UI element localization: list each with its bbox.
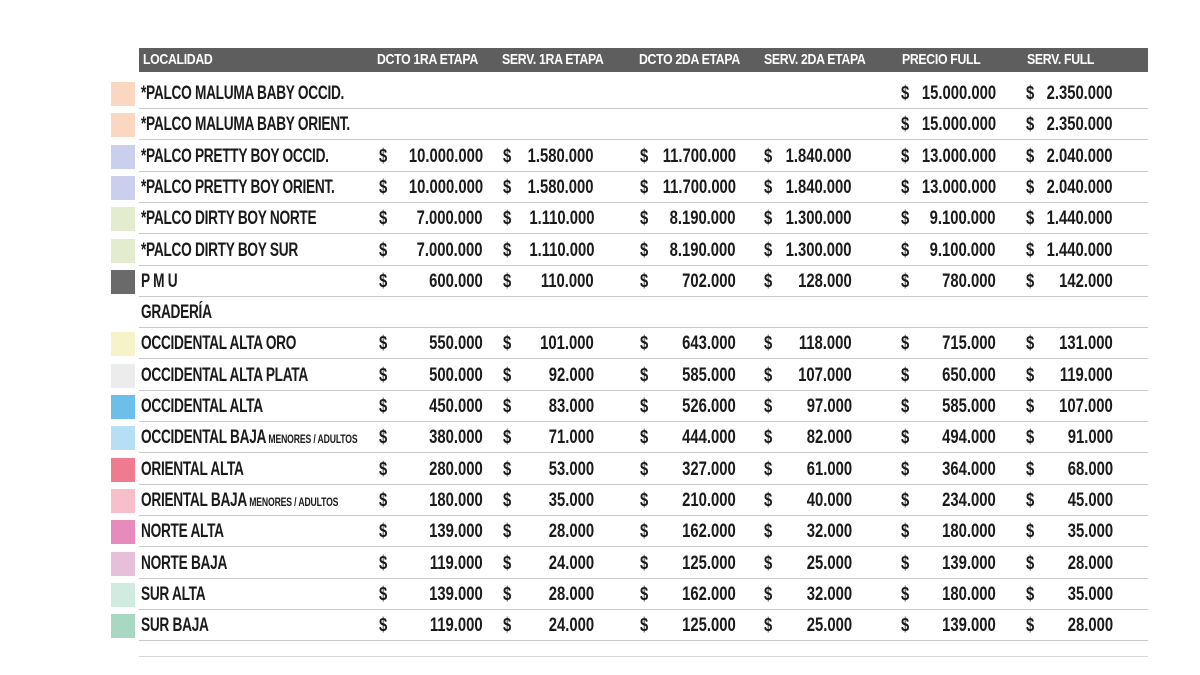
currency-symbol: $ (503, 552, 512, 574)
currency-symbol: $ (901, 583, 910, 605)
price-cell: 280.000 (429, 458, 483, 480)
price-cell: 139.000 (429, 521, 483, 543)
row-color-swatch (111, 426, 135, 450)
price-cell: 119.000 (430, 615, 483, 637)
header-dcto-2da-etapa: DCTO 2DA ETAPA (639, 51, 740, 68)
price-cell: 2.040.000 (1047, 145, 1113, 167)
currency-symbol: $ (503, 239, 512, 261)
row-color-swatch (111, 552, 135, 576)
price-cell: 68.000 (1067, 458, 1113, 480)
row-localidad-name (141, 300, 212, 326)
row-localidad-label: OCCIDENTAL ALTA ORO (141, 333, 297, 355)
currency-symbol: $ (764, 239, 773, 261)
currency-symbol: $ (379, 489, 388, 511)
row-localidad-name (141, 81, 344, 107)
currency-symbol: $ (901, 364, 910, 386)
currency-symbol: $ (764, 364, 773, 386)
currency-symbol: $ (379, 396, 388, 417)
currency-symbol: $ (640, 333, 649, 355)
price-cell: 97.000 (806, 396, 852, 417)
price-cell: 139.000 (429, 583, 483, 605)
price-cell: 327.000 (682, 458, 736, 480)
table-row (111, 203, 1148, 234)
table-row (111, 141, 1148, 172)
table-row (111, 78, 1148, 109)
price-cell: 1.110.000 (528, 208, 594, 230)
row-localidad-label: SUR ALTA (141, 583, 206, 605)
price-cell: 180.000 (942, 583, 996, 605)
row-localidad-name (141, 551, 227, 577)
row-localidad-label: OCCIDENTAL BAJA (141, 427, 267, 449)
row-color-swatch (111, 176, 135, 200)
currency-symbol: $ (1026, 364, 1035, 386)
price-cell: 24.000 (548, 615, 594, 637)
row-color-swatch (111, 520, 135, 544)
currency-symbol: $ (640, 583, 649, 605)
currency-symbol: $ (379, 583, 388, 605)
table-row (111, 579, 1148, 610)
currency-symbol: $ (640, 145, 649, 167)
currency-symbol: $ (503, 583, 512, 605)
price-cell: 15.000.000 (921, 83, 996, 104)
price-cell: 125.000 (682, 615, 736, 637)
currency-symbol: $ (1026, 114, 1035, 136)
price-cell: 118.000 (799, 333, 852, 355)
row-localidad-name (141, 206, 316, 232)
row-color-swatch (111, 113, 135, 137)
header-serv-2da-etapa: SERV. 2DA ETAPA (764, 51, 866, 68)
price-cell: 13.000.000 (921, 176, 996, 198)
price-cell: 32.000 (806, 583, 852, 605)
row-localidad-sublabel: MENORES / ADULTOS (246, 494, 339, 509)
currency-symbol: $ (640, 270, 649, 292)
price-cell: 24.000 (548, 552, 594, 574)
price-cell: 35.000 (1067, 521, 1113, 543)
table-bottom-rule (139, 656, 1148, 657)
price-cell: 45.000 (1067, 489, 1113, 511)
price-cell: 180.000 (429, 489, 483, 511)
currency-symbol: $ (764, 583, 773, 605)
currency-symbol: $ (379, 333, 388, 355)
row-color-swatch (111, 207, 135, 231)
currency-symbol: $ (503, 333, 512, 355)
currency-symbol: $ (764, 145, 773, 167)
currency-symbol: $ (503, 615, 512, 637)
price-cell: 28.000 (548, 521, 594, 543)
currency-symbol: $ (764, 333, 773, 355)
currency-symbol: $ (901, 396, 910, 417)
price-cell: 8.190.000 (670, 239, 736, 261)
currency-symbol: $ (640, 427, 649, 449)
currency-symbol: $ (503, 270, 512, 292)
row-localidad-name (141, 425, 357, 451)
price-cell: 61.000 (806, 458, 852, 480)
row-localidad-label: *PALCO MALUMA BABY OCCID. (141, 83, 345, 104)
price-cell: 82.000 (806, 427, 852, 449)
price-cell: 650.000 (942, 364, 996, 386)
price-cell: 2.350.000 (1047, 83, 1113, 104)
currency-symbol: $ (901, 145, 910, 167)
currency-symbol: $ (764, 521, 773, 543)
currency-symbol: $ (1026, 489, 1035, 511)
price-cell: 500.000 (429, 364, 483, 386)
currency-symbol: $ (379, 239, 388, 261)
price-cell: 1.580.000 (528, 176, 594, 198)
price-cell: 444.000 (682, 427, 736, 449)
price-cell: 53.000 (548, 458, 594, 480)
row-color-swatch (111, 614, 135, 638)
currency-symbol: $ (503, 364, 512, 386)
currency-symbol: $ (379, 427, 388, 449)
currency-symbol: $ (503, 396, 512, 417)
price-cell: 9.100.000 (930, 239, 996, 261)
currency-symbol: $ (640, 615, 649, 637)
currency-symbol: $ (901, 521, 910, 543)
currency-symbol: $ (1026, 176, 1035, 198)
currency-symbol: $ (379, 552, 388, 574)
row-localidad-name (141, 331, 296, 357)
currency-symbol: $ (379, 208, 388, 230)
price-cell: 35.000 (548, 489, 594, 511)
price-cell: 364.000 (942, 458, 996, 480)
row-localidad-label: *PALCO DIRTY BOY SUR (141, 239, 298, 261)
currency-symbol: $ (901, 83, 910, 104)
currency-symbol: $ (1026, 270, 1035, 292)
price-cell: 380.000 (429, 427, 483, 449)
price-cell: 83.000 (548, 396, 594, 417)
price-cell: 107.000 (1059, 396, 1113, 417)
row-localidad-name (141, 519, 224, 545)
price-cell: 585.000 (942, 396, 996, 417)
row-localidad-name (141, 582, 205, 608)
row-color-swatch (111, 583, 135, 607)
price-cell: 25.000 (806, 552, 852, 574)
currency-symbol: $ (379, 176, 388, 198)
table-row (111, 391, 1148, 422)
currency-symbol: $ (503, 521, 512, 543)
table-row (111, 172, 1148, 203)
price-cell: 71.000 (548, 427, 594, 449)
row-color-swatch (111, 489, 135, 513)
price-cell: 128.000 (798, 270, 852, 292)
price-cell: 526.000 (682, 396, 736, 417)
price-cell: 92.000 (548, 364, 594, 386)
price-cell: 28.000 (1067, 615, 1113, 637)
table-row (111, 109, 1148, 140)
price-cell: 119.000 (1060, 364, 1113, 386)
currency-symbol: $ (764, 176, 773, 198)
currency-symbol: $ (379, 615, 388, 637)
price-cell: 91.000 (1067, 427, 1113, 449)
price-cell: 494.000 (942, 427, 996, 449)
table-row (111, 548, 1148, 579)
table-row (111, 328, 1148, 359)
row-color-swatch (111, 364, 135, 388)
price-cell: 32.000 (806, 521, 852, 543)
row-localidad-name (141, 269, 177, 295)
price-cell: 25.000 (806, 615, 852, 637)
currency-symbol: $ (379, 458, 388, 480)
currency-symbol: $ (1026, 333, 1035, 355)
row-localidad-label: NORTE BAJA (141, 552, 228, 574)
price-cell: 40.000 (806, 489, 852, 511)
price-cell: 139.000 (942, 615, 996, 637)
row-color-swatch (111, 145, 135, 169)
row-localidad-name (141, 394, 263, 420)
table-row (111, 485, 1148, 516)
price-cell: 131.000 (1059, 333, 1113, 355)
price-cell: 1.300.000 (786, 239, 852, 261)
price-cell: 107.000 (798, 364, 852, 386)
table-row (111, 266, 1148, 297)
row-localidad-label: *PALCO PRETTY BOY OCCID. (141, 145, 329, 167)
price-cell: 1.440.000 (1047, 208, 1113, 230)
header-dcto-1ra-etapa: DCTO 1RA ETAPA (377, 51, 478, 68)
price-cell: 600.000 (429, 270, 483, 292)
currency-symbol: $ (503, 458, 512, 480)
price-cell: 9.100.000 (930, 208, 996, 230)
price-cell: 8.190.000 (670, 208, 736, 230)
price-cell: 780.000 (942, 270, 996, 292)
currency-symbol: $ (640, 458, 649, 480)
price-cell: 28.000 (548, 583, 594, 605)
table-row (111, 297, 1148, 328)
price-cell: 1.440.000 (1047, 239, 1113, 261)
currency-symbol: $ (379, 270, 388, 292)
currency-symbol: $ (1026, 145, 1035, 167)
currency-symbol: $ (1026, 396, 1035, 417)
row-localidad-label: ORIENTAL BAJA (141, 489, 247, 511)
price-cell: 101.000 (540, 333, 594, 355)
row-localidad-label: P M U (141, 270, 178, 292)
row-divider (139, 640, 1148, 641)
currency-symbol: $ (764, 427, 773, 449)
currency-symbol: $ (503, 208, 512, 230)
currency-symbol: $ (640, 364, 649, 386)
price-cell: 10.000.000 (408, 145, 483, 167)
currency-symbol: $ (503, 176, 512, 198)
price-cell: 1.580.000 (528, 145, 594, 167)
currency-symbol: $ (764, 615, 773, 637)
currency-symbol: $ (901, 208, 910, 230)
price-cell: 2.350.000 (1047, 114, 1113, 136)
row-localidad-label: *PALCO MALUMA BABY ORIENT. (141, 114, 350, 136)
row-localidad-label: *PALCO PRETTY BOY ORIENT. (141, 176, 335, 198)
currency-symbol: $ (379, 364, 388, 386)
currency-symbol: $ (764, 489, 773, 511)
currency-symbol: $ (901, 552, 910, 574)
price-cell: 142.000 (1059, 270, 1113, 292)
row-localidad-label: ORIENTAL ALTA (141, 458, 244, 480)
currency-symbol: $ (901, 333, 910, 355)
currency-symbol: $ (1026, 208, 1035, 230)
row-localidad-name (141, 488, 338, 514)
currency-symbol: $ (764, 208, 773, 230)
row-color-swatch (111, 458, 135, 482)
currency-symbol: $ (1026, 83, 1035, 104)
price-cell: 1.300.000 (786, 208, 852, 230)
currency-symbol: $ (379, 145, 388, 167)
row-localidad-name (141, 457, 244, 483)
currency-symbol: $ (640, 552, 649, 574)
row-localidad-label: NORTE ALTA (141, 521, 224, 543)
price-cell: 35.000 (1067, 583, 1113, 605)
currency-symbol: $ (640, 489, 649, 511)
header-precio-full: PRECIO FULL (902, 51, 981, 68)
currency-symbol: $ (901, 270, 910, 292)
currency-symbol: $ (901, 458, 910, 480)
price-cell: 585.000 (682, 364, 736, 386)
header-localidad: LOCALIDAD (143, 51, 213, 68)
price-cell: 1.840.000 (786, 176, 852, 198)
price-cell: 162.000 (682, 521, 736, 543)
price-cell: 110.000 (541, 270, 594, 292)
currency-symbol: $ (901, 176, 910, 198)
currency-symbol: $ (764, 552, 773, 574)
price-cell: 210.000 (682, 489, 736, 511)
currency-symbol: $ (640, 521, 649, 543)
row-localidad-name (141, 238, 298, 264)
price-cell: 550.000 (429, 333, 483, 355)
currency-symbol: $ (1026, 552, 1035, 574)
price-cell: 1.840.000 (786, 145, 852, 167)
row-localidad-label: OCCIDENTAL ALTA PLATA (141, 364, 308, 386)
price-cell: 234.000 (942, 489, 996, 511)
price-cell: 125.000 (682, 552, 736, 574)
currency-symbol: $ (764, 396, 773, 417)
price-cell: 7.000.000 (417, 208, 483, 230)
price-cell: 450.000 (429, 396, 483, 417)
row-localidad-label: GRADERÍA (141, 302, 212, 324)
table-row (111, 610, 1148, 641)
currency-symbol: $ (640, 208, 649, 230)
currency-symbol: $ (1026, 427, 1035, 449)
header-serv-1ra-etapa: SERV. 1RA ETAPA (502, 51, 604, 68)
currency-symbol: $ (901, 114, 910, 136)
row-localidad-sublabel: MENORES / ADULTOS (266, 432, 358, 447)
row-localidad-label: *PALCO DIRTY BOY NORTE (141, 208, 317, 230)
row-color-swatch (111, 239, 135, 263)
price-cell: 702.000 (682, 270, 736, 292)
table-row (111, 454, 1148, 485)
currency-symbol: $ (901, 615, 910, 637)
price-cell: 10.000.000 (408, 176, 483, 198)
currency-symbol: $ (901, 427, 910, 449)
header-serv-full: SERV. FULL (1027, 51, 1095, 68)
row-localidad-name (141, 112, 350, 138)
currency-symbol: $ (1026, 521, 1035, 543)
price-cell: 715.000 (942, 333, 996, 355)
price-cell: 15.000.000 (921, 114, 996, 136)
price-cell: 11.700.000 (662, 176, 736, 198)
currency-symbol: $ (764, 458, 773, 480)
currency-symbol: $ (1026, 615, 1035, 637)
price-cell: 11.700.000 (662, 145, 736, 167)
price-cell: 1.110.000 (528, 239, 594, 261)
price-cell: 7.000.000 (417, 239, 483, 261)
row-color-swatch (111, 332, 135, 356)
currency-symbol: $ (503, 145, 512, 167)
row-localidad-name (141, 175, 334, 201)
table-row (111, 360, 1148, 391)
price-cell: 180.000 (942, 521, 996, 543)
currency-symbol: $ (503, 489, 512, 511)
currency-symbol: $ (1026, 239, 1035, 261)
price-cell: 2.040.000 (1047, 176, 1113, 198)
currency-symbol: $ (640, 239, 649, 261)
currency-symbol: $ (1026, 583, 1035, 605)
row-localidad-name (141, 613, 209, 639)
row-localidad-label: OCCIDENTAL ALTA (141, 396, 263, 417)
currency-symbol: $ (640, 176, 649, 198)
price-cell: 119.000 (430, 552, 483, 574)
table-header (139, 48, 1148, 72)
price-cell: 643.000 (682, 333, 736, 355)
row-color-swatch (111, 395, 135, 419)
row-color-swatch (111, 270, 135, 294)
table-row (111, 422, 1148, 453)
price-cell: 13.000.000 (921, 145, 996, 167)
currency-symbol: $ (379, 521, 388, 543)
table-row (111, 516, 1148, 547)
row-localidad-name (141, 144, 329, 170)
currency-symbol: $ (503, 427, 512, 449)
row-localidad-name (141, 363, 308, 389)
currency-symbol: $ (901, 239, 910, 261)
row-localidad-label: SUR BAJA (141, 615, 209, 637)
price-cell: 139.000 (942, 552, 996, 574)
currency-symbol: $ (1026, 458, 1035, 480)
price-cell: 28.000 (1067, 552, 1113, 574)
currency-symbol: $ (764, 270, 773, 292)
price-cell: 162.000 (682, 583, 736, 605)
table-row (111, 235, 1148, 266)
row-color-swatch (111, 82, 135, 106)
currency-symbol: $ (901, 489, 910, 511)
currency-symbol: $ (640, 396, 649, 417)
